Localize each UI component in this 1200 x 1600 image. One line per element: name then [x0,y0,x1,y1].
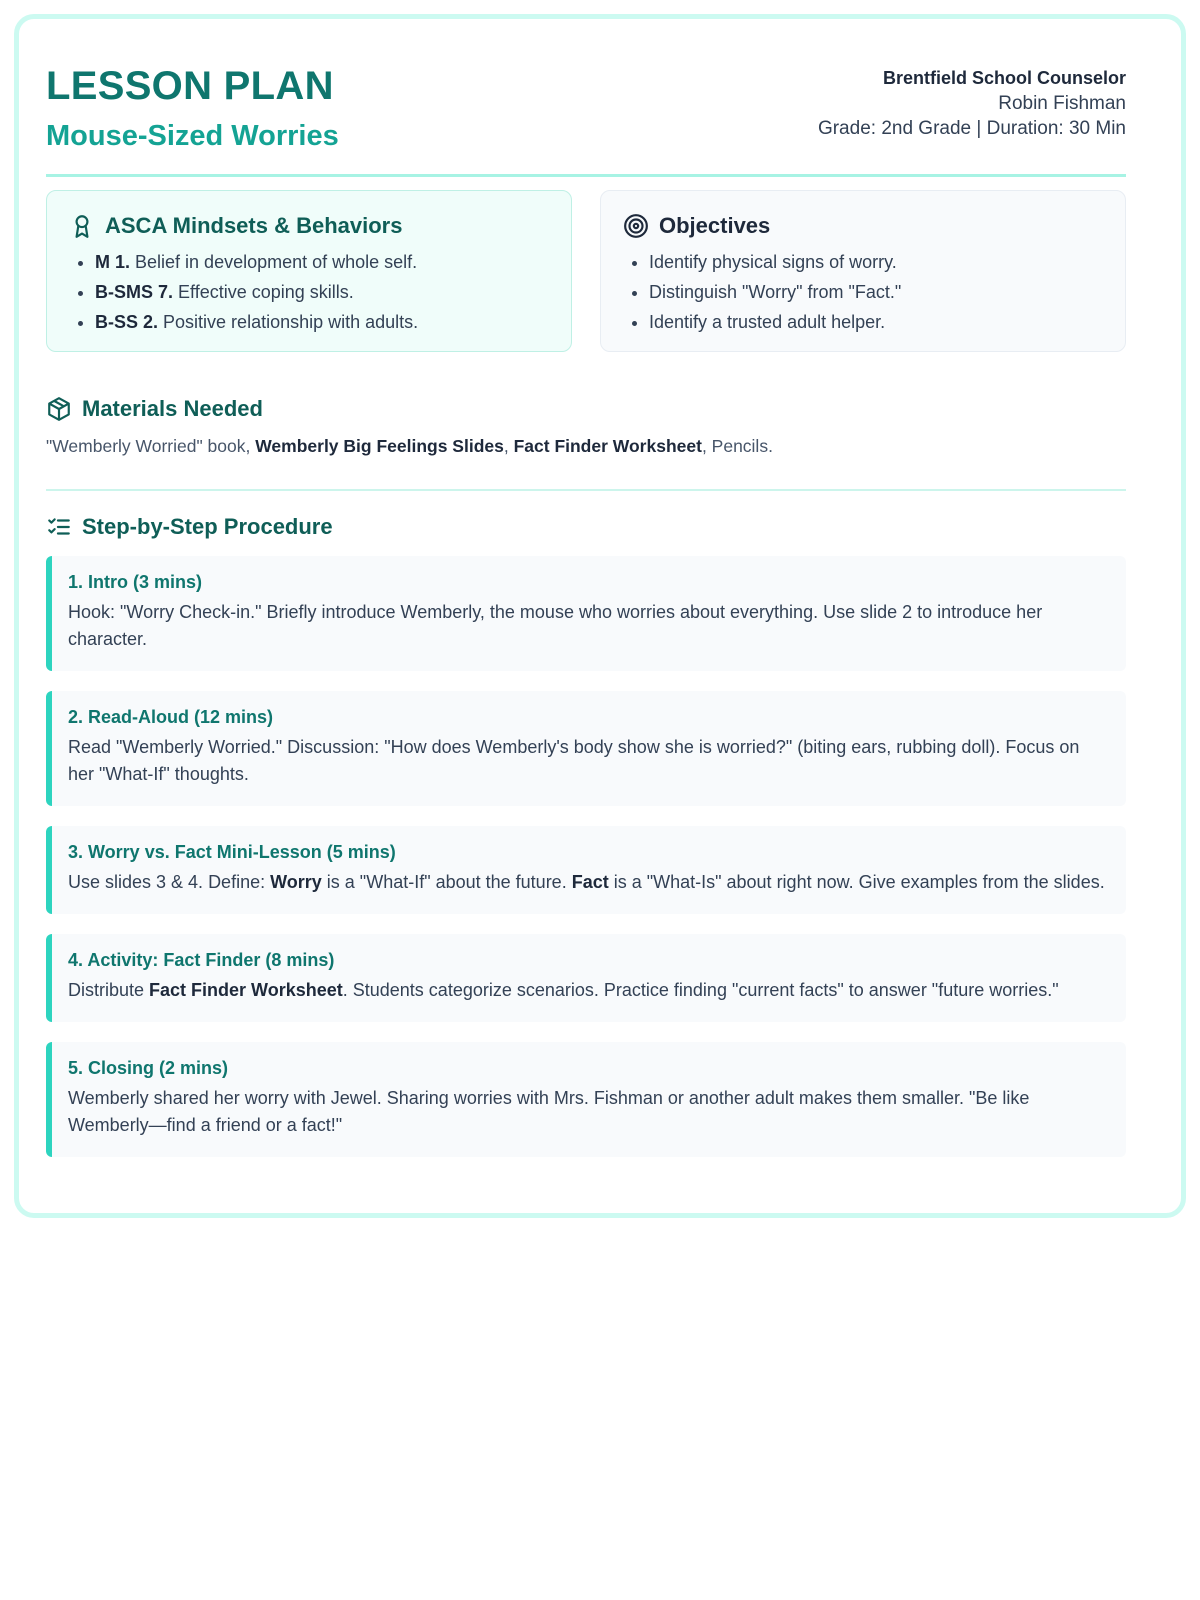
materials-title [46,396,263,422]
list-item: • B-SMS 7. Effective coping skills. [95,277,549,307]
procedure-step [46,826,1126,914]
asca-box [46,190,572,352]
asca-title-text: ASCA Mindsets & Behaviors [105,213,403,238]
objectives-list [623,247,1103,337]
lesson-header [46,42,1126,177]
procedure-step [46,934,1126,1022]
checklist-icon [46,514,72,540]
target-icon [623,213,649,239]
step-title: 1. Intro (3 mins) [68,572,203,592]
list-item: • Identify a trusted adult helper. [649,307,1103,337]
step-title: 4. Activity: Fact Finder (8 mins) [68,950,335,970]
step-body: Hook: "Worry Check-in." Briefly introduce Wemberly, the mouse who worries about everything. Use slide 2 to introduce her character. [68,602,1043,649]
procedure-step [46,1042,1126,1157]
step-body: Distribute Fact Finder Worksheet. Students categorize scenarios. Practice finding "current facts" to answer "future worries." [68,980,1059,1000]
step-body: Wemberly shared her worry with Jewel. Sharing worries with Mrs. Fishman or another adult makes them smaller. "Be like Wemberly—find a friend or a fact!" [68,1088,1030,1135]
step-body: Read "Wemberly Worried." Discussion: "How does Wemberly's body show she is worried?" (biting ears, rubbing doll). Focus on her "What-If" thoughts. [68,737,1080,784]
asca-title [69,213,549,239]
materials-list: "Wemberly Worried" book, Wemberly Big Feelings Slides, Fact Finder Worksheet, Pencils. [46,436,773,456]
step-title: 5. Closing (2 mins) [68,1058,229,1078]
lesson-meta [818,66,1126,141]
step-title: 2. Read-Aloud (12 mins) [68,707,274,727]
procedure-steps [46,556,1126,1177]
grade-duration: Grade: 2nd Grade | Duration: 30 Min [817,118,1126,139]
counselor-name: Robin Fishman [998,93,1126,114]
objectives-box [600,190,1126,352]
step-body: Use slides 3 & 4. Define: Worry is a "What-If" about the future. Fact is a "What-Is" about right now. Give examples from the slides. [68,872,1105,892]
procedure-title-text: Step-by-Step Procedure [82,514,333,539]
step-title: 3. Worry vs. Fact Mini-Lesson (5 mins) [68,842,396,862]
objectives-title [623,213,1103,239]
list-item: • Identify physical signs of worry. [649,247,1103,277]
school-name: Brentfield School Counselor [882,68,1126,88]
procedure-step [46,691,1126,806]
materials-title-text: Materials Needed [82,396,263,421]
list-item: • M 1. Belief in development of whole self. [95,247,549,277]
list-item: • Distinguish "Worry" from "Fact." [649,277,1103,307]
objectives-title-text: Objectives [659,213,771,238]
asca-list [69,247,549,337]
page-title: LESSON PLAN [46,64,334,108]
procedure-step [46,556,1126,671]
award-ribbon-icon [69,213,95,239]
section-divider [46,489,1126,491]
procedure-title [46,514,333,540]
box-icon [46,396,72,422]
lesson-subtitle: Mouse-Sized Worries [46,120,339,152]
list-item: • B-SS 2. Positive relationship with adults. [95,307,549,337]
